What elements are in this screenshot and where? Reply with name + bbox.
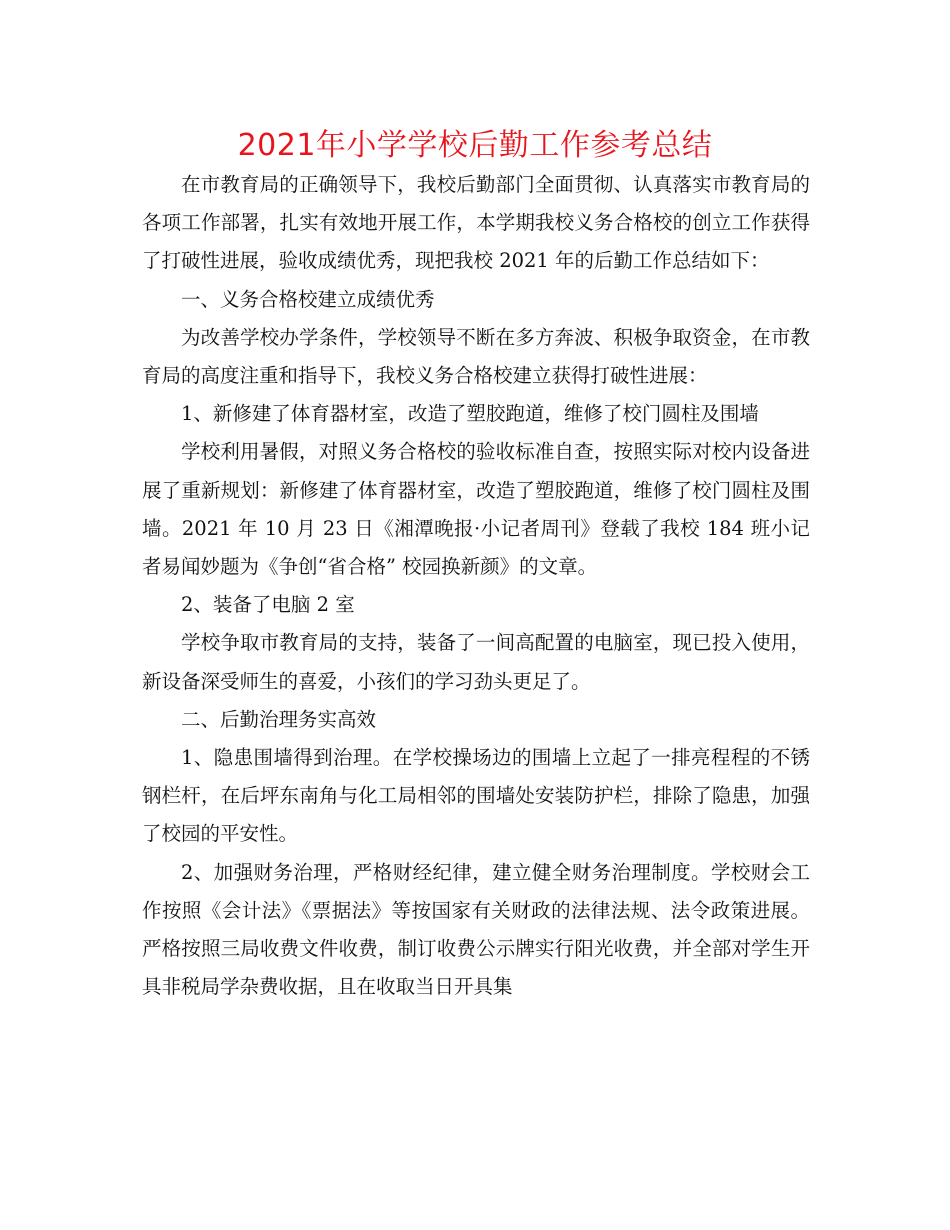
paragraph-intro: 在市教育局的正确领导下，我校后勤部门全面贯彻、认真落实市教育局的各项工作部署，扎实有效地开展工作，本学期我校义务合格校的创立工作获得了打破性进展，验收成绩优秀，现把我校 2021 年的后勤工作总结如下： bbox=[142, 173, 810, 273]
paragraph-item-2: 2、加强财务治理，严格财经纪律，建立健全财务治理制度。学校财会工作按照《会计法》《票据法》等按国家有关财政的法律法规、法令政策进展。严格按照三局收费文件收费，制订收费公示牌实行阳光收费，并全部对学生开具非税局学杂费收据，且在收取当日开具集 bbox=[142, 860, 810, 999]
subsection-heading-2: 2、装备了电脑 2 室 bbox=[181, 593, 355, 617]
paragraph-subsection-2: 学校争取市教育局的支持，装备了一间高配置的电脑室，现已投入使用，新设备深受师生的喜爱，小孩们的学习劲头更足了。 bbox=[142, 631, 810, 693]
paragraph-subsection-1: 学校利用暑假，对照义务合格校的验收标准自查，按照实际对校内设备进展了重新规划：新修建了体育器材室，改造了塑胶跑道，维修了校门圆柱及围墙。2021 年 10 月 23 日《湘潭晚报·小记者周刊》登载了我校 184 班小记者易闻妙题为《争创“省合格” 校园换新颜》的文章。 bbox=[142, 440, 810, 579]
paragraph-item-1: 1、隐患围墙得到治理。在学校操场边的围墙上立起了一排亮程程的不锈钢栏杆，在后坪东南角与化工局相邻的围墙处安装防护栏，排除了隐患，加强了校园的平安性。 bbox=[142, 746, 810, 846]
subsection-heading-1: 1、新修建了体育器材室，改造了塑胶跑道，维修了校门圆柱及围墙 bbox=[181, 402, 759, 426]
section-heading-1: 一、义务合格校建立成绩优秀 bbox=[181, 287, 435, 311]
document-title: 2021年小学学校后勤工作参考总结 bbox=[237, 128, 713, 163]
section-heading-2: 二、后勤治理务实高效 bbox=[181, 707, 377, 731]
document-body bbox=[142, 166, 810, 1006]
paragraph-section-1: 为改善学校办学条件，学校领导不断在多方奔波、积极争取资金，在市教育局的高度注重和指导下，我校义务合格校建立获得打破性进展： bbox=[142, 325, 810, 388]
